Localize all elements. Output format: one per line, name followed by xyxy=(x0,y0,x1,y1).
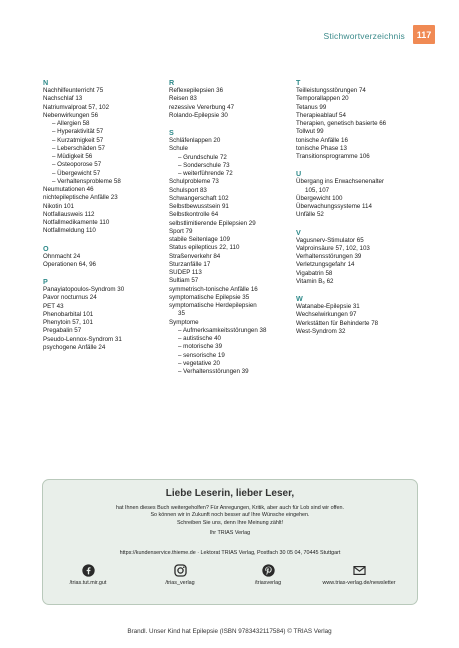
index-entry: Watanabe-Epilepsie 31 xyxy=(296,303,360,310)
index-section-letter: N xyxy=(43,78,49,87)
feedback-title: Liebe Leserin, lieber Leser, xyxy=(165,488,295,499)
index-entry: Unfälle 52 xyxy=(296,211,324,219)
index-entry: Straßenverkehr 84 xyxy=(169,252,221,260)
index-entry: Natriumvalproat 57, 102 xyxy=(43,103,110,111)
social-newsletter[interactable] xyxy=(301,564,417,586)
index-section-letter: P xyxy=(43,277,48,286)
index-entry: Verhaltensstörungen 39 xyxy=(296,253,362,260)
index-subentry: – Osteoporose 57 xyxy=(52,161,102,169)
index-entry: Reflexepilepsien 36 xyxy=(169,87,224,94)
index-subentry: 35 xyxy=(178,310,185,318)
index-entry: Sultiam 57 xyxy=(169,277,199,285)
index-entry: Ohnmacht 24 xyxy=(43,252,81,260)
feedback-contact[interactable]: https://kundenservice.thieme.de · Lektorat TRIAS Verlag, Postfach 30 05 04, 70445 Stuttgart xyxy=(119,550,341,556)
index-section-letter: W xyxy=(296,294,303,303)
index-entry: Pseudo-Lennox-Syndrom 31 xyxy=(43,335,122,343)
index-entry: stabile Seitenlage 109 xyxy=(169,236,230,243)
index-entry: Selbstkontrolle 64 xyxy=(169,211,219,219)
index-section-letter: R xyxy=(169,78,175,87)
index-entry: Transitionsprogramme 106 xyxy=(296,153,370,160)
index-entry: Vagusnerv-Stimulator 65 xyxy=(296,236,364,244)
index-entry: tonische Phase 13 xyxy=(296,144,347,152)
index-section-letter: U xyxy=(296,169,302,179)
index-column-1 xyxy=(43,78,163,352)
index-entry: Übergewicht 100 xyxy=(296,194,343,202)
index-entry: Tollwut 99 xyxy=(296,128,324,136)
index-subentry: – Leberschäden 57 xyxy=(52,144,105,152)
index-subentry: – sensorische 19 xyxy=(178,351,225,359)
index-entry: Notfallmedikamente 110 xyxy=(43,219,110,226)
index-subentry: – Aufmerksamkeitsstörungen 38 xyxy=(178,326,267,334)
page-footer-credit: Brandl. Unser Kind hat Epilepsie (ISBN 9783432117584) © TRIAS Verlag xyxy=(127,628,332,635)
social-pinterest-label: /triasverlag xyxy=(254,580,282,586)
index-entry: Operationen 64, 96 xyxy=(43,260,96,268)
index-subentry: – Übergewicht 57 xyxy=(52,169,101,177)
index-entry: symmetrisch-tonische Anfälle 16 xyxy=(169,285,258,293)
index-entry: rezessive Vererbung 47 xyxy=(169,103,235,111)
index-subentry: – Kurzatmigkeit 57 xyxy=(52,136,104,144)
index-entry: selbstlimitierende Epilepsien 29 xyxy=(169,219,256,227)
index-entry: Überwachungssysteme 114 xyxy=(296,203,372,210)
index-entry: Nachhilfeunterricht 75 xyxy=(43,87,104,94)
feedback-line-2: So können wir in Zukunft noch besser auf Ihre Wünsche eingehen. xyxy=(150,512,310,519)
index-entry: symptomatische Herdepilepsien xyxy=(169,302,257,309)
index-entry: Tetanus 99 xyxy=(296,103,327,111)
index-subentry: – Verhaltensprobleme 58 xyxy=(52,177,121,185)
index-subentry: – Hyperaktivität 57 xyxy=(52,128,104,136)
index-entry: symptomatische Epilepsie 35 xyxy=(169,293,250,301)
index-entry: Valproinsäure 57, 102, 103 xyxy=(296,244,370,252)
index-subentry: – Allergien 58 xyxy=(52,120,90,127)
index-section-letter: T xyxy=(296,78,301,87)
index-entry: Status epilepticus 22, 110 xyxy=(169,244,240,252)
index-column-3 xyxy=(296,78,426,336)
feedback-signature: Ihr TRIAS Verlag xyxy=(209,530,251,537)
index-entry: Therapieablauf 54 xyxy=(296,111,346,119)
index-entry: Nachschlaf 13 xyxy=(43,95,83,103)
index-subentry: – Sonderschule 73 xyxy=(178,161,230,169)
index-entry: Panayiatopoulos-Syndrom 30 xyxy=(43,286,125,293)
index-section-letter: S xyxy=(169,128,174,137)
index-entry: Sturzanfälle 17 xyxy=(169,260,211,268)
mail-icon xyxy=(353,564,366,577)
index-entry: Übergang ins Erwachsenenalter xyxy=(296,178,385,186)
index-entry: Vitamin B₆ 62 xyxy=(296,277,334,285)
index-entry: Phenobarbital 101 xyxy=(43,310,94,318)
index-entry: Wechselwirkungen 97 xyxy=(296,311,357,319)
page-number-badge: 117 xyxy=(413,25,435,44)
feedback-line-1: hat Ihnen dieses Buch weitergeholfen? Für Anregungen, Kritik, aber auch für Lob sind wir offen. xyxy=(116,505,344,511)
index-entry: Therapien, genetisch basierte 66 xyxy=(296,120,387,127)
index-entry: Phenytoin 57, 101 xyxy=(43,319,93,326)
index-subentry: 105, 107 xyxy=(305,186,330,194)
index-subentry: – Müdigkeit 56 xyxy=(52,153,93,160)
social-facebook[interactable] xyxy=(43,564,133,586)
index-entry: Sport 79 xyxy=(169,227,193,235)
index-entry: Rolando-Epilepsie 30 xyxy=(169,111,228,119)
index-entry: nichtepileptische Anfälle 23 xyxy=(43,194,118,202)
index-entry: Schulsport 83 xyxy=(169,186,207,194)
index-section-letter: V xyxy=(296,227,301,237)
index-subentry: – Verhaltensstörungen 39 xyxy=(178,368,249,375)
index-entry: Schulprobleme 73 xyxy=(169,178,219,186)
index-entry: Neumutationen 46 xyxy=(43,186,94,193)
index-subentry: – autistische 40 xyxy=(178,335,221,342)
index-entry: psychogene Anfälle 24 xyxy=(43,343,106,351)
instagram-icon xyxy=(174,564,187,577)
index-entry: West-Syndrom 32 xyxy=(296,327,346,335)
index-subentry: – vegetative 20 xyxy=(178,359,220,367)
index-subentry: – weiterführende 72 xyxy=(178,170,233,177)
index-entry: Pregabalin 57 xyxy=(43,327,82,335)
feedback-line-3: Schreiben Sie uns, denn Ihre Meinung zählt! xyxy=(176,519,284,526)
index-entry: Teilleistungsstörungen 74 xyxy=(296,87,366,94)
facebook-icon xyxy=(82,564,95,577)
index-entry: Schule xyxy=(169,145,188,153)
index-entry: Pavor nocturnus 24 xyxy=(43,294,97,302)
index-entry: tonische Anfälle 16 xyxy=(296,136,348,144)
index-entry: Nebenwirkungen 56 xyxy=(43,111,99,119)
index-entry: Notfallausweis 112 xyxy=(43,210,95,218)
index-entry: Notfallmeldung 110 xyxy=(43,227,96,235)
index-entry: PET 43 xyxy=(43,302,64,310)
index-entry: Symptome xyxy=(169,318,199,326)
pinterest-icon xyxy=(262,564,275,577)
index-subentry: – Grundschule 72 xyxy=(178,153,227,161)
index-entry: Schwangerschaft 102 xyxy=(169,194,229,202)
social-instagram[interactable] xyxy=(135,564,225,586)
feedback-box xyxy=(42,479,418,605)
running-header-title: Stichwortverzeichnis xyxy=(323,31,405,41)
index-entry: Schläfenlappen 20 xyxy=(169,137,221,144)
index-entry: Werkstätten für Behinderte 78 xyxy=(296,319,379,327)
index-section-letter: O xyxy=(43,243,49,253)
social-facebook-label: /trias.tut.mir.gut xyxy=(69,580,107,586)
index-entry: SUDEP 113 xyxy=(169,269,202,276)
index-column-2 xyxy=(169,78,289,376)
index-entry: Vigabatrin 58 xyxy=(296,269,333,277)
social-newsletter-label: www.trias-verlag.de/newsletter xyxy=(322,580,396,586)
index-entry: Nikotin 101 xyxy=(43,202,74,210)
social-instagram-label: /trias_verlag xyxy=(165,580,195,586)
index-entry: Temporallappen 20 xyxy=(296,95,349,103)
index-subentry: – motorische 39 xyxy=(178,343,223,351)
feedback-text xyxy=(43,505,417,538)
index-entry: Reisen 83 xyxy=(169,95,197,103)
index-entry: Verletzungsgefahr 14 xyxy=(296,261,355,269)
social-pinterest[interactable] xyxy=(223,564,313,586)
index-entry: Selbstbewusstsein 91 xyxy=(169,203,229,210)
